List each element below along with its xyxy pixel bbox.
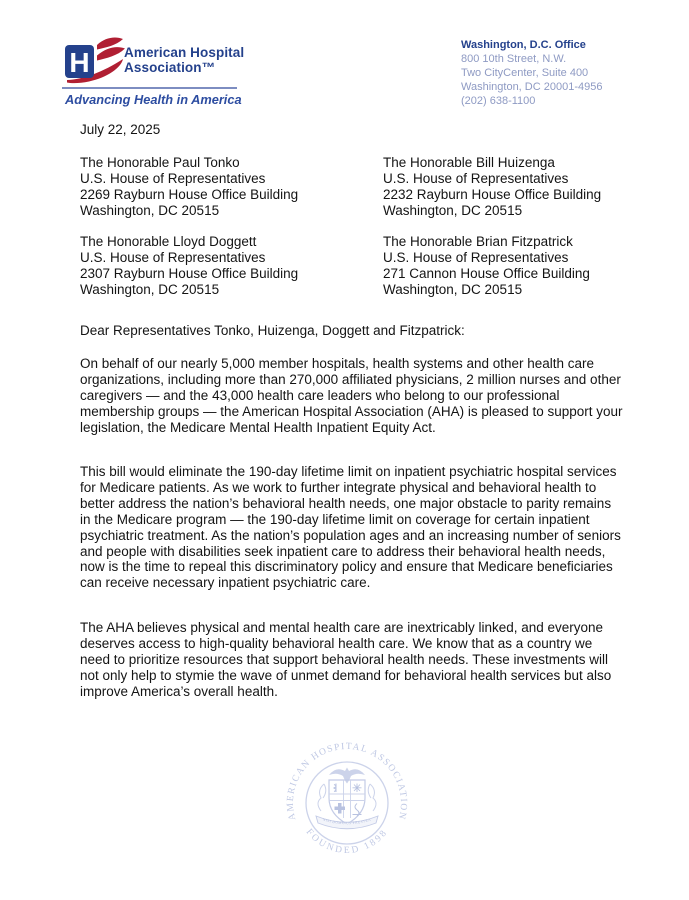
aha-logo-icon <box>58 32 126 88</box>
recipient-org: U.S. House of Representatives <box>383 249 569 265</box>
recipient-name: The Honorable Paul Tonko <box>80 155 240 170</box>
office-phone: (202) 638-1100 <box>461 95 536 107</box>
recipient-address: 2307 Rayburn House Office Building <box>80 265 299 281</box>
recipient-city: Washington, DC 20515 <box>383 281 523 297</box>
recipient-block-huizenga <box>383 155 601 219</box>
recipient-block-tonko <box>80 155 298 219</box>
recipient-block-doggett <box>80 234 298 298</box>
recipient-block-fitzpatrick <box>383 234 590 298</box>
salutation: Dear Representatives Tonko, Huizenga, Doggett and Fitzpatrick: <box>80 323 465 338</box>
recipient-city: Washington, DC 20515 <box>383 202 523 218</box>
body-paragraph-2: This bill would eliminate the 190-day lifetime limit on inpatient psychiatric hospital services for Medicare patients. As we work to further integrate physical and behavioral health to better address the nation’s behavioral health needs, one major obstacle to parity remains in the Medicare program — the 190-day lifetime limit on coverage for certain inpatient psychiatric treatment. As the nation’s population ages and an increasing number of seniors and people with disabilities seek inpatient care to address their behavioral health needs, now is the time to repeal this discriminatory policy and ensure that Medicare beneficiaries can receive necessary inpatient psychiatric care. <box>80 464 621 591</box>
recipient-address: 2269 Rayburn House Office Building <box>80 186 299 202</box>
recipient-name: The Honorable Bill Huizenga <box>383 155 555 170</box>
office-suite: Two CityCenter, Suite 400 <box>461 67 589 79</box>
office-street: 800 10th Street, N.W. <box>461 53 567 65</box>
recipient-org: U.S. House of Representatives <box>80 249 266 265</box>
recipient-name: The Honorable Lloyd Doggett <box>80 234 257 249</box>
seal-cross-fleury-icon <box>353 784 362 793</box>
aha-founders-seal-watermark <box>272 728 422 878</box>
recipient-name: The Honorable Brian Fitzpatrick <box>383 234 573 249</box>
seal-mantling <box>318 784 376 811</box>
org-tagline: Advancing Health in America <box>65 92 242 107</box>
letterhead-rule <box>62 87 237 89</box>
seal-motto-text: NISI DOMINUS FRUSTRA <box>322 817 372 826</box>
office-address-block <box>461 38 602 108</box>
recipient-city: Washington, DC 20515 <box>80 281 220 297</box>
recipient-org: U.S. House of Representatives <box>383 170 569 186</box>
recipient-address: 2232 Rayburn House Office Building <box>383 186 602 202</box>
seal-caduceus-icon <box>334 784 336 793</box>
office-title: Washington, D.C. Office <box>461 39 586 51</box>
recipient-address: 271 Cannon House Office Building <box>383 265 590 281</box>
org-name <box>124 46 244 75</box>
seal-top-arc-text: AMERICAN HOSPITAL ASSOCIATION <box>285 741 409 822</box>
recipient-org: U.S. House of Representatives <box>80 170 266 186</box>
seal-serpent-icon <box>353 804 362 817</box>
logo-monogram: H <box>69 47 90 78</box>
org-name-line1: American Hospital <box>124 45 245 60</box>
recipient-city: Washington, DC 20515 <box>80 202 220 218</box>
letter-date: July 22, 2025 <box>80 122 161 137</box>
body-paragraph-1: On behalf of our nearly 5,000 member hospitals, health systems and other health care organizations, including more than 270,000 affiliated physicians, 2 million nurses and other caregivers — and the 43,000 health care leaders who belong to our professional membership groups — the American Hospital Association (AHA) is pleased to support your legislation, the Medicare Mental Health Inpatient Equity Act. <box>80 356 623 435</box>
org-name-line2: Association™ <box>124 59 216 75</box>
body-paragraph-3: The AHA believes physical and mental health care are inextricably linked, and everyone deserves access to high-quality behavioral health care. We know that as a country we need to prioritize resources that support behavioral health needs. These investments will not only help to stymie the wave of unmet demand for behavioral health services but also improve America’s overall health. <box>80 620 612 699</box>
seal-bottom-arc-text: FOUNDED 1898 <box>303 827 391 857</box>
seal-eagle-icon <box>329 768 365 784</box>
office-city: Washington, DC 20001-4956 <box>461 81 603 93</box>
